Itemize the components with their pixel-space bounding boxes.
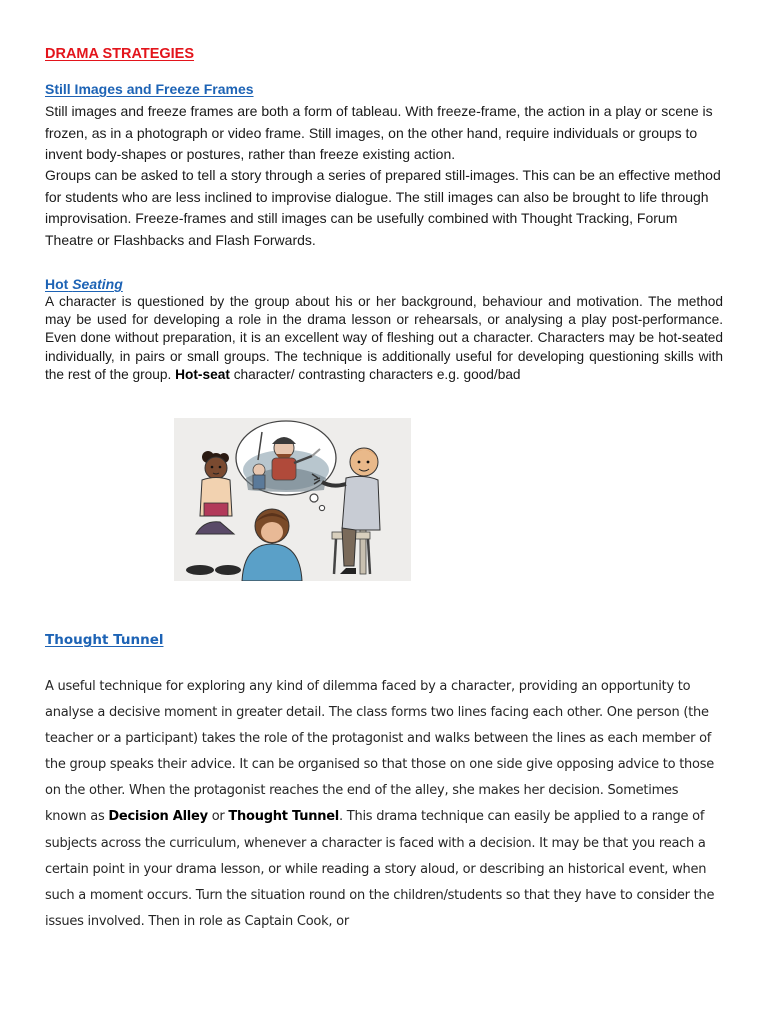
heading-hot-seating-italic: Seating: [72, 276, 123, 292]
paragraph-thought-tunnel: [45, 674, 723, 935]
document-title: DRAMA STRATEGIES: [45, 46, 195, 62]
decision-alley-bold: Decision Alley: [108, 809, 208, 825]
hot-seat-bold: Hot-seat: [175, 366, 230, 382]
heading-hot-seating: [45, 276, 123, 292]
heading-thought-tunnel: Thought Tunnel: [45, 632, 164, 648]
thought-tunnel-text-a: A useful technique for exploring any kind of dilemma faced by a character, providing an opportunity to analyse a decisive moment in greater detail. The class forms two lines facing each other. One person (the teacher or a participant) takes the role of the protagonist and walks between the lines as each member of the group speaks their advice. It can be organised so that those on one side give opposing advice to those on the other. When the protagonist reaches the end of the alley, she makes her decision. Sometimes known as: [45, 679, 715, 825]
illustration-drawing: [174, 418, 411, 581]
thought-tunnel-bold: Thought Tunnel: [228, 809, 339, 825]
paragraph-hot-seating: [45, 293, 723, 384]
thought-tunnel-text-b: . This drama technique can easily be applied to a range of subjects across the curriculum, whenever a character is faced with a decision. It may be that you reach a certain point in your drama lesson, or while reading a story aloud, or describing an historical event, when such a moment occurs. Turn the situation round on the children/students so that they have to consider the issues involved. Then in role as Captain Cook, or: [45, 809, 715, 929]
hot-seating-text: A character is questioned by the group about his or her background, behaviour and motivation. The method may be used for developing a role in the drama lesson or rehearsals, or analysing a play post-performance. Even done without preparation, it is an excellent way of fleshing out a character. Characters may be hot-seated individually, in pairs or small groups. The technique is additionally useful for developing questioning skills with the rest of the group.: [45, 294, 723, 382]
heading-hot-seating-plain: Hot: [45, 276, 69, 292]
paragraph-still-images-1: Still images and freeze frames are both a form of tableau. With freeze-frame, the action in a play or scene is frozen, as in a photograph or video frame. Still images, on the other hand, require individuals or groups to invent body-shapes or postures, rather than freeze existing action.: [45, 103, 713, 163]
paragraph-still-images-2: Groups can be asked to tell a story through a series of prepared still-images. This can be an effective method for students who are less inclined to improvise dialogue. The still images can also be brought to life through improvisation. Freeze-frames and still images can be usefully combined with Thought Tracking, Forum Theatre or Flashbacks and Flash Forwards.: [45, 167, 721, 248]
hot-seating-tail: character/ contrasting characters e.g. good/bad: [233, 366, 521, 382]
heading-still-images: Still Images and Freeze Frames: [45, 81, 254, 97]
hot-seating-illustration: [174, 418, 411, 581]
thought-tunnel-or: or: [211, 809, 225, 825]
